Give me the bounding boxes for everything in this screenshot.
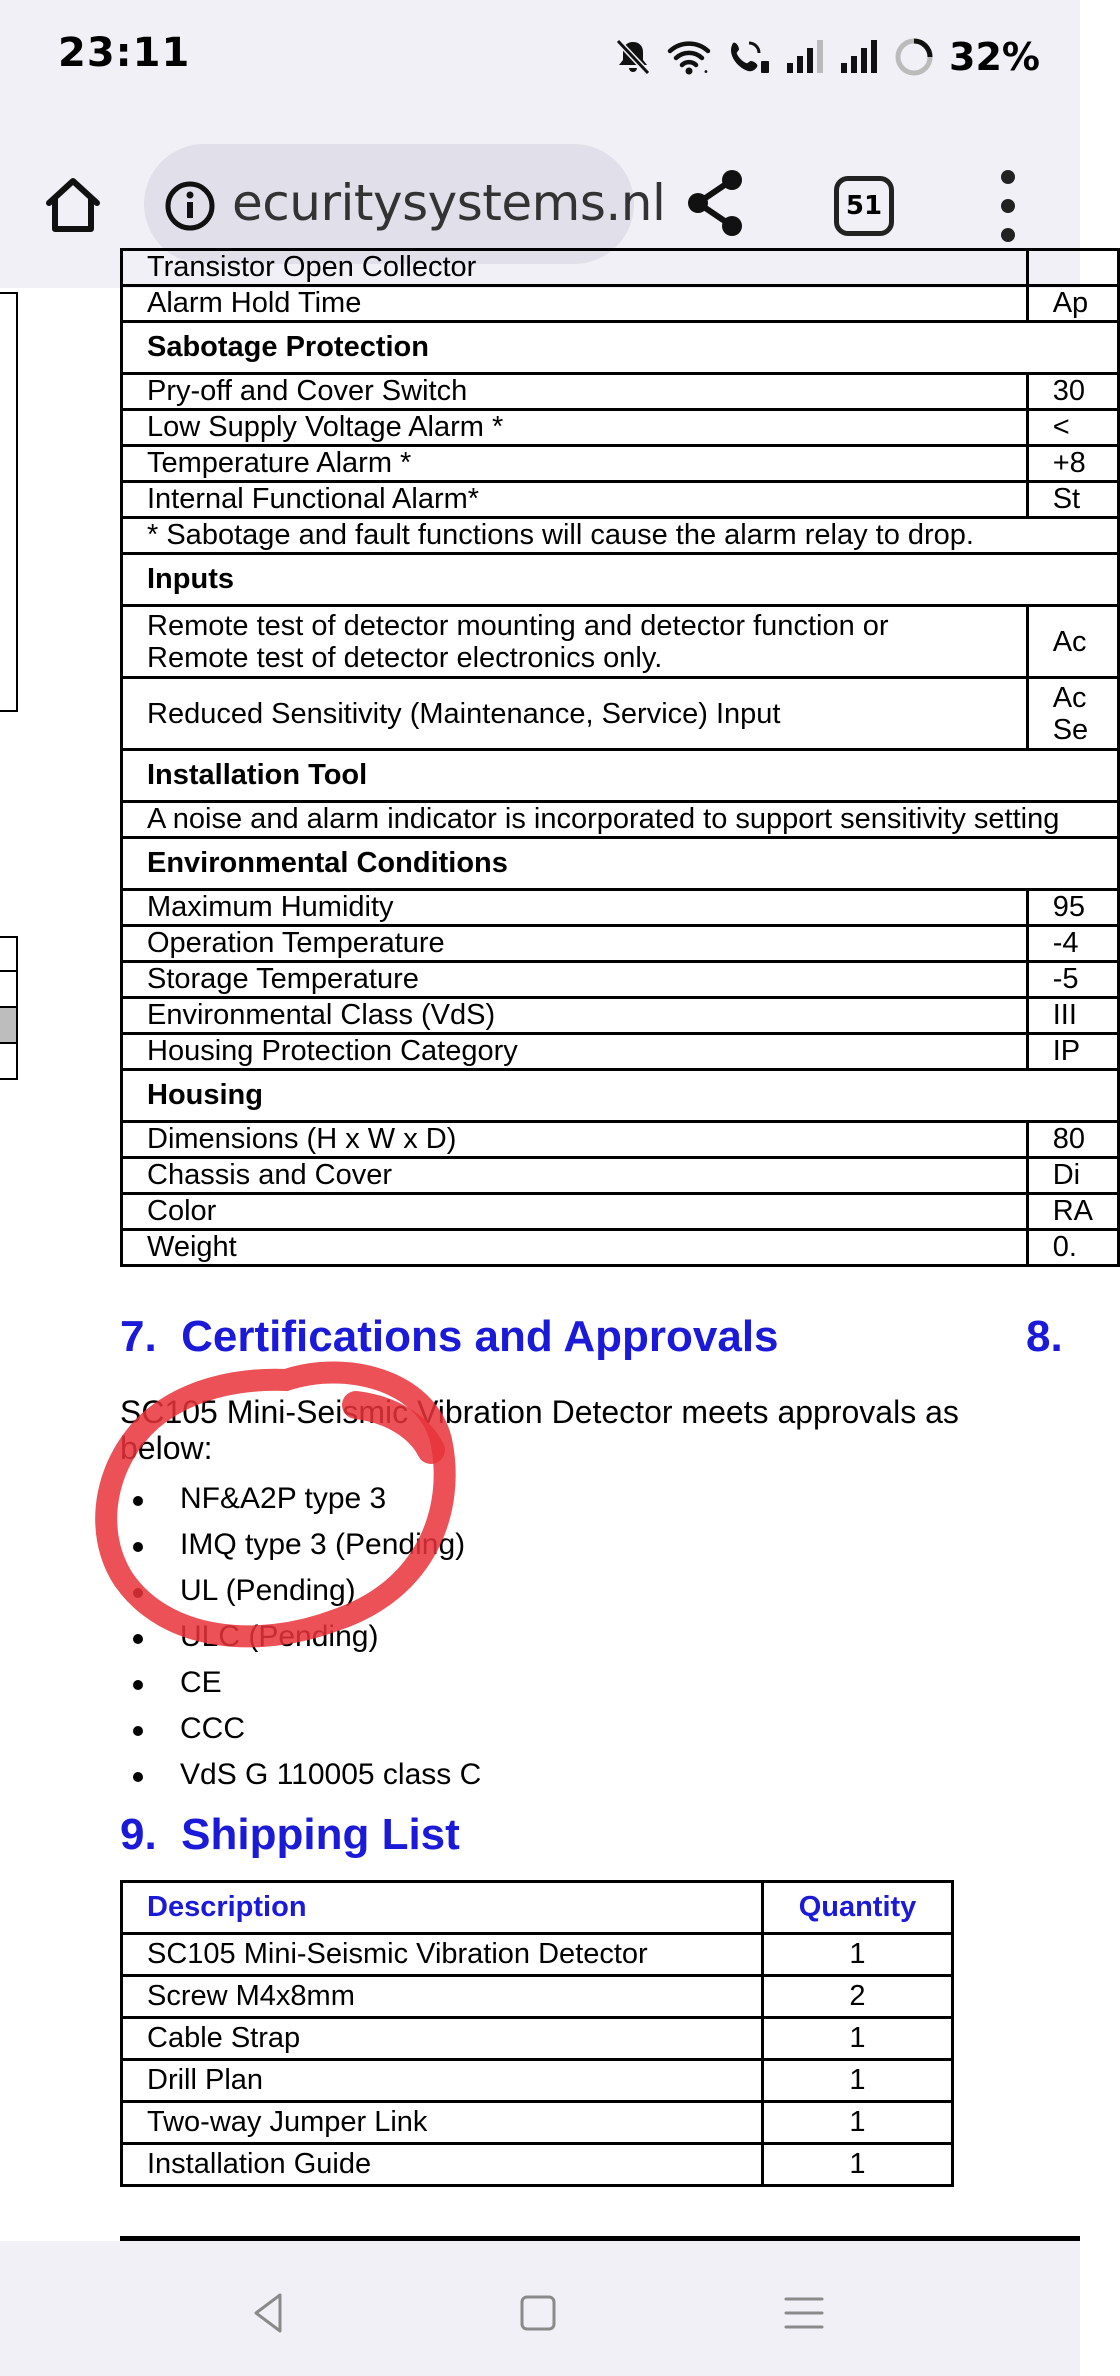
label-cell xyxy=(122,678,1028,750)
wifi-calling-icon xyxy=(727,37,771,77)
heading-text: Shipping List xyxy=(181,1810,460,1859)
back-icon[interactable] xyxy=(240,2283,300,2343)
list-item: ULC (Pending) xyxy=(130,1614,481,1660)
list-item: CE xyxy=(130,1660,481,1706)
row-value: 30 xyxy=(1027,374,1118,410)
home-button[interactable] xyxy=(38,170,108,240)
mute-icon xyxy=(613,37,653,77)
row-value: 0. xyxy=(1027,1230,1118,1266)
system-navigation-bar xyxy=(0,2241,1080,2376)
home-square-icon[interactable] xyxy=(508,2283,568,2343)
battery-percent: 32% xyxy=(949,35,1040,79)
table-row xyxy=(122,1034,1119,1070)
row-label: Housing Protection Category xyxy=(122,1034,1028,1070)
section-title: Sabotage Protection xyxy=(122,322,1119,374)
certifications-list xyxy=(130,1476,481,1798)
row-label: Alarm Hold Time xyxy=(122,286,1028,322)
table-row xyxy=(122,250,1119,286)
signal-icon xyxy=(839,37,879,77)
status-icons xyxy=(613,34,1040,80)
item-quantity: 1 xyxy=(763,1934,953,1976)
section-title: Installation Tool xyxy=(122,750,1119,802)
table-row xyxy=(122,482,1119,518)
left-column-frame xyxy=(0,292,18,712)
menu-dot-icon xyxy=(1001,170,1015,184)
left-column-cell xyxy=(0,972,18,1008)
table-row xyxy=(122,446,1119,482)
heading-number: 7. xyxy=(120,1312,157,1361)
item-description: Screw M4x8mm xyxy=(122,1976,763,2018)
row-label: Dimensions (H x W x D) xyxy=(122,1122,1028,1158)
table-row xyxy=(122,1934,953,1976)
row-value: III xyxy=(1027,998,1118,1034)
note-text: * Sabotage and fault functions will cause the alarm relay to drop. xyxy=(122,518,1119,554)
menu-dot-icon xyxy=(1001,199,1015,213)
section-row xyxy=(122,322,1119,374)
section-row xyxy=(122,1070,1119,1122)
row-value: Ap xyxy=(1027,286,1118,322)
left-column-cell xyxy=(0,1044,18,1080)
table-row xyxy=(122,1230,1119,1266)
menu-dot-icon xyxy=(1001,228,1015,242)
item-description: Cable Strap xyxy=(122,2018,763,2060)
heading-number: 8. xyxy=(1026,1312,1063,1361)
certifications-heading xyxy=(120,1312,779,1362)
list-item: IMQ type 3 (Pending) xyxy=(130,1522,481,1568)
list-item: NF&A2P type 3 xyxy=(130,1476,481,1522)
next-section-heading xyxy=(1026,1312,1063,1362)
row-value: < xyxy=(1027,410,1118,446)
row-value: -5 xyxy=(1027,962,1118,998)
list-item: CCC xyxy=(130,1706,481,1752)
row-value: St xyxy=(1027,482,1118,518)
table-row xyxy=(122,2060,953,2102)
table-row xyxy=(122,998,1119,1034)
table-row xyxy=(122,1158,1119,1194)
item-quantity: 1 xyxy=(763,2102,953,2144)
table-header-row xyxy=(122,1882,953,1934)
specifications-table xyxy=(120,248,1120,1267)
table-row xyxy=(122,2018,953,2060)
row-label: Chassis and Cover xyxy=(122,1158,1028,1194)
item-quantity: 1 xyxy=(763,2060,953,2102)
table-row xyxy=(122,2102,953,2144)
section-title: Housing xyxy=(122,1070,1119,1122)
table-row xyxy=(122,606,1119,678)
table-row xyxy=(122,678,1119,750)
share-icon xyxy=(680,166,754,240)
note-text: A noise and alarm indicator is incorporated to support sensitivity setting xyxy=(122,802,1119,838)
table-row xyxy=(122,890,1119,926)
row-label: Remote test of detector mounting and detector function or xyxy=(147,609,889,642)
tab-switcher-button[interactable]: 51 xyxy=(834,176,894,236)
url-text[interactable]: ecuritysystems.nl xyxy=(232,174,666,232)
row-value: IP xyxy=(1027,1034,1118,1070)
section-row xyxy=(122,750,1119,802)
row-label: Color xyxy=(122,1194,1028,1230)
table-row xyxy=(122,410,1119,446)
page-content[interactable] xyxy=(0,251,1093,2241)
item-description: Drill Plan xyxy=(122,2060,763,2102)
status-time: 23:11 xyxy=(58,30,191,76)
home-icon xyxy=(41,173,105,237)
row-label: Low Supply Voltage Alarm * xyxy=(122,410,1028,446)
value-cell xyxy=(1027,606,1118,678)
row-label: Remote test of detector electronics only. xyxy=(147,641,663,674)
table-row xyxy=(122,926,1119,962)
row-label: Maximum Humidity xyxy=(122,890,1028,926)
table-row xyxy=(122,1976,953,2018)
table-row xyxy=(122,286,1119,322)
shipping-heading xyxy=(120,1810,460,1860)
table-row xyxy=(122,1194,1119,1230)
wifi-icon xyxy=(667,37,713,77)
note-row xyxy=(122,518,1119,554)
row-label: Storage Temperature xyxy=(122,962,1028,998)
row-label: Environmental Class (VdS) xyxy=(122,998,1028,1034)
row-value: -4 xyxy=(1027,926,1118,962)
row-value xyxy=(1027,250,1118,286)
item-quantity: 1 xyxy=(763,2144,953,2186)
value-cell xyxy=(1027,678,1118,750)
row-label: Transistor Open Collector xyxy=(122,250,1028,286)
row-value: 80 xyxy=(1027,1122,1118,1158)
row-label: Temperature Alarm * xyxy=(122,446,1028,482)
address-bar[interactable] xyxy=(144,144,666,264)
svg-text:•: • xyxy=(703,67,709,78)
section-row xyxy=(122,554,1119,606)
item-description: Two-way Jumper Link xyxy=(122,2102,763,2144)
table-row xyxy=(122,374,1119,410)
column-header-quantity: Quantity xyxy=(763,1882,953,1934)
list-item: UL (Pending) xyxy=(130,1568,481,1614)
section-title: Inputs xyxy=(122,554,1119,606)
section-row xyxy=(122,838,1119,890)
heading-text: Certifications and Approvals xyxy=(181,1312,779,1361)
info-icon[interactable] xyxy=(164,180,216,232)
battery-icon xyxy=(893,36,935,78)
item-quantity: 2 xyxy=(763,1976,953,2018)
note-row xyxy=(122,802,1119,838)
row-value: Se xyxy=(1052,713,1089,746)
row-label: Pry-off and Cover Switch xyxy=(122,374,1028,410)
row-value: RA xyxy=(1027,1194,1118,1230)
row-value: +8 xyxy=(1027,446,1118,482)
shipping-table xyxy=(120,1880,954,2187)
overflow-menu-button[interactable] xyxy=(994,168,1022,244)
status-bar xyxy=(0,0,1080,120)
list-item: VdS G 110005 class C xyxy=(130,1752,481,1798)
table-row xyxy=(122,1122,1119,1158)
row-label: Reduced Sensitivity (Maintenance, Service) Input xyxy=(147,697,781,730)
left-column-cell xyxy=(0,936,18,972)
table-row xyxy=(122,2144,953,2186)
item-description: SC105 Mini-Seismic Vibration Detector xyxy=(122,1934,763,1976)
row-value: 95 xyxy=(1027,890,1118,926)
item-quantity: 1 xyxy=(763,2018,953,2060)
table-row xyxy=(122,962,1119,998)
row-value: Ac xyxy=(1052,625,1087,658)
row-label: Operation Temperature xyxy=(122,926,1028,962)
section-title: Environmental Conditions xyxy=(122,838,1119,890)
label-cell xyxy=(122,606,1028,678)
share-button[interactable] xyxy=(680,166,754,240)
heading-number: 9. xyxy=(120,1810,157,1859)
column-header-description: Description xyxy=(122,1882,763,1934)
row-label: Internal Functional Alarm* xyxy=(122,482,1028,518)
row-label: Weight xyxy=(122,1230,1028,1266)
row-value: Di xyxy=(1027,1158,1118,1194)
recents-menu-icon[interactable] xyxy=(774,2283,834,2343)
row-value: Ac xyxy=(1052,681,1087,714)
left-column-cell xyxy=(0,1008,18,1044)
signal-icon xyxy=(785,37,825,77)
item-description: Installation Guide xyxy=(122,2144,763,2186)
certifications-intro: SC105 Mini-Seismic Vibration Detector meets approvals as below: xyxy=(120,1394,959,1466)
